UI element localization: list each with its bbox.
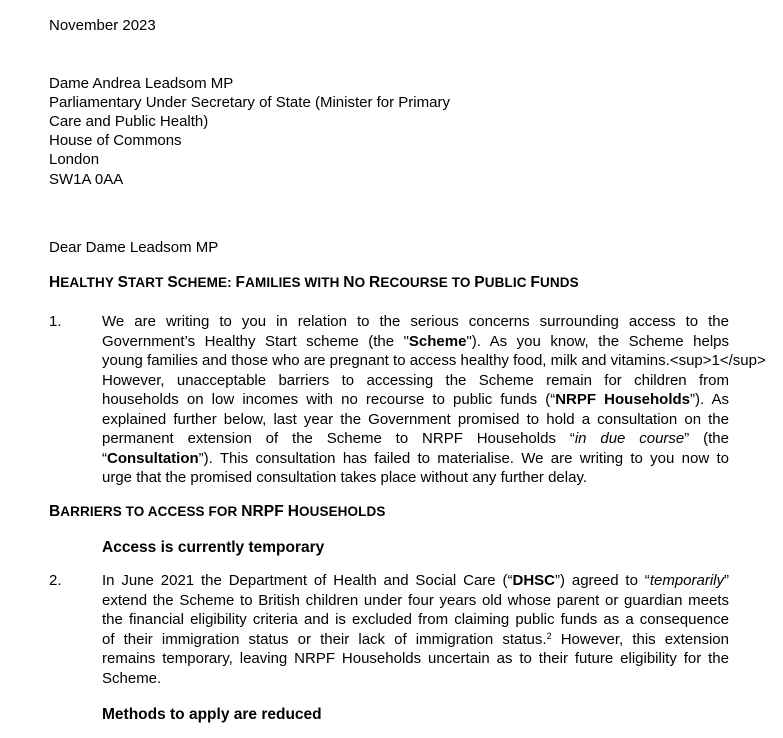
subheading-methods: Methods to apply are reduced bbox=[102, 706, 322, 723]
recipient-postcode: SW1A 0AA bbox=[49, 171, 124, 188]
letter-heading-text: HEALTHY START SCHEME: FAMILIES WITH NO RECOURSE TO PUBLIC FUNDS bbox=[49, 274, 579, 291]
para-1-line: young families and those who are pregnant to access healthy food, milk and vitamins.<sup>1</sup> bbox=[102, 352, 766, 369]
para-1-line: households on low incomes with no recourse to public funds (“NRPF Households”). As bbox=[102, 391, 729, 408]
recipient-name: Dame Andrea Leadsom MP bbox=[49, 75, 234, 92]
salutation: Dear Dame Leadsom MP bbox=[49, 239, 219, 256]
para-2-number: 2. bbox=[49, 572, 62, 589]
letter-heading bbox=[49, 273, 579, 292]
para-1 bbox=[102, 312, 766, 488]
para-1-line: However, unacceptable barriers to accessing the Scheme remain for children from bbox=[102, 371, 729, 389]
section-heading bbox=[49, 502, 385, 521]
para-1-line: “Consultation”). This consultation has failed to materialise. We are writing to you now to bbox=[102, 449, 729, 467]
para-2-line: remains temporary, leaving NRPF Households uncertain as to their future eligibility for the bbox=[102, 650, 729, 667]
para-2-line: In June 2021 the Department of Health and Social Care (“DHSC”) agreed to “temporarily” bbox=[102, 572, 729, 589]
recipient-title-2: Care and Public Health) bbox=[49, 113, 209, 130]
para-2-line: Scheme. bbox=[102, 669, 162, 687]
para-1-line: explained further below, last year the Government promised to hold a consultation on the bbox=[102, 410, 729, 428]
letter-date: November 2023 bbox=[49, 17, 156, 34]
para-1-line: urge that the promised consultation takes place without any further delay. bbox=[102, 469, 588, 486]
para-1-line: We are writing to you in relation to the serious concerns surrounding access to the bbox=[102, 313, 729, 330]
para-2-line: extend the Scheme to British children under four years old whose parent or guardian meets bbox=[102, 591, 729, 609]
para-2-line: the financial eligibility criteria and is excluded from claiming public funds as a consequence bbox=[102, 611, 729, 628]
recipient-city: London bbox=[49, 151, 100, 168]
para-2-line: of their immigration status or their lack of immigration status.$^2$ However, this extension bbox=[102, 630, 729, 648]
subheading-temporary: Access is currently temporary bbox=[102, 539, 325, 556]
para-2 bbox=[102, 571, 729, 688]
para-1-line: permanent extension of the Scheme to NRPF Households “in due course” (the bbox=[102, 430, 729, 447]
recipient-org: House of Commons bbox=[49, 132, 182, 149]
recipient-title-1: Parliamentary Under Secretary of State (Minister for Primary bbox=[49, 94, 450, 111]
section-heading-text: BARRIERS TO ACCESS FOR NRPF HOUSEHOLDS bbox=[49, 503, 386, 520]
para-1-line: Government’s Healthy Start scheme (the "Scheme"). As you know, the Scheme helps bbox=[102, 332, 729, 350]
para-1-number: 1. bbox=[49, 313, 62, 330]
